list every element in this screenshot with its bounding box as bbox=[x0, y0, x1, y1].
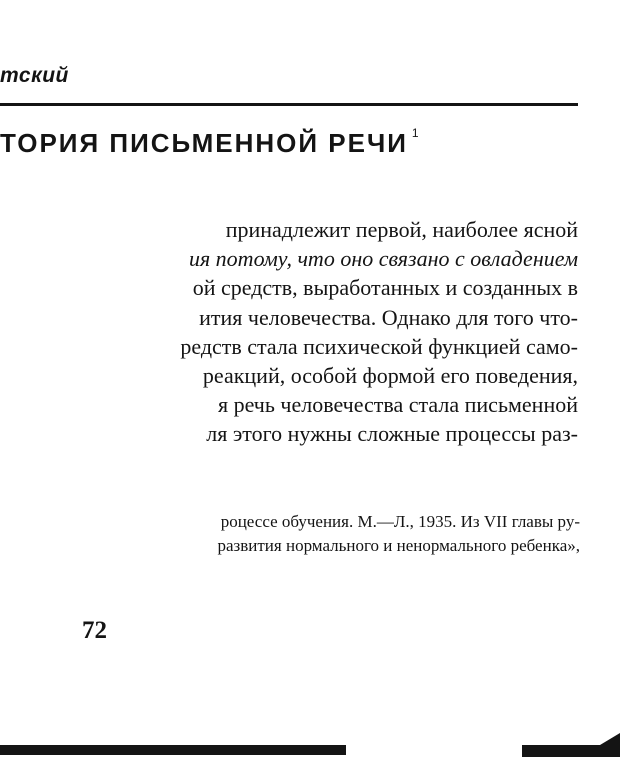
body-line: ия потому, что оно связано с овладением bbox=[188, 246, 578, 272]
footnote-marker: 1 bbox=[411, 126, 419, 140]
page-number: 72 bbox=[82, 617, 107, 644]
footnote-line: развития нормального и ненормального ребенка», bbox=[217, 536, 580, 555]
body-text bbox=[0, 215, 578, 449]
body-line: принадлежит первой, наиболее ясной bbox=[225, 217, 578, 242]
chapter-title bbox=[0, 128, 419, 159]
body-line: реакций, особой формой его поведения, bbox=[202, 363, 578, 389]
footnote-line: роцессе обучения. М.—Л., 1935. Из VII главы ру- bbox=[220, 512, 580, 531]
body-line: ля этого нужны сложные процессы раз- bbox=[206, 421, 578, 447]
body-line: я речь человечества стала письменной bbox=[217, 392, 578, 418]
bottom-rule-right bbox=[522, 745, 620, 757]
header-rule bbox=[0, 103, 578, 106]
bottom-rule-left bbox=[0, 745, 346, 755]
body-line: ития человечества. Однако для того что- bbox=[199, 304, 578, 330]
body-line: редств стала психической функцией само- bbox=[180, 333, 578, 359]
body-line: ой средств, выработанных и созданных в bbox=[192, 275, 578, 301]
chapter-title-text: ТОРИЯ ПИСЬМЕННОЙ РЕЧИ bbox=[0, 128, 408, 158]
running-head: тский bbox=[0, 64, 69, 87]
footnote bbox=[0, 510, 580, 558]
